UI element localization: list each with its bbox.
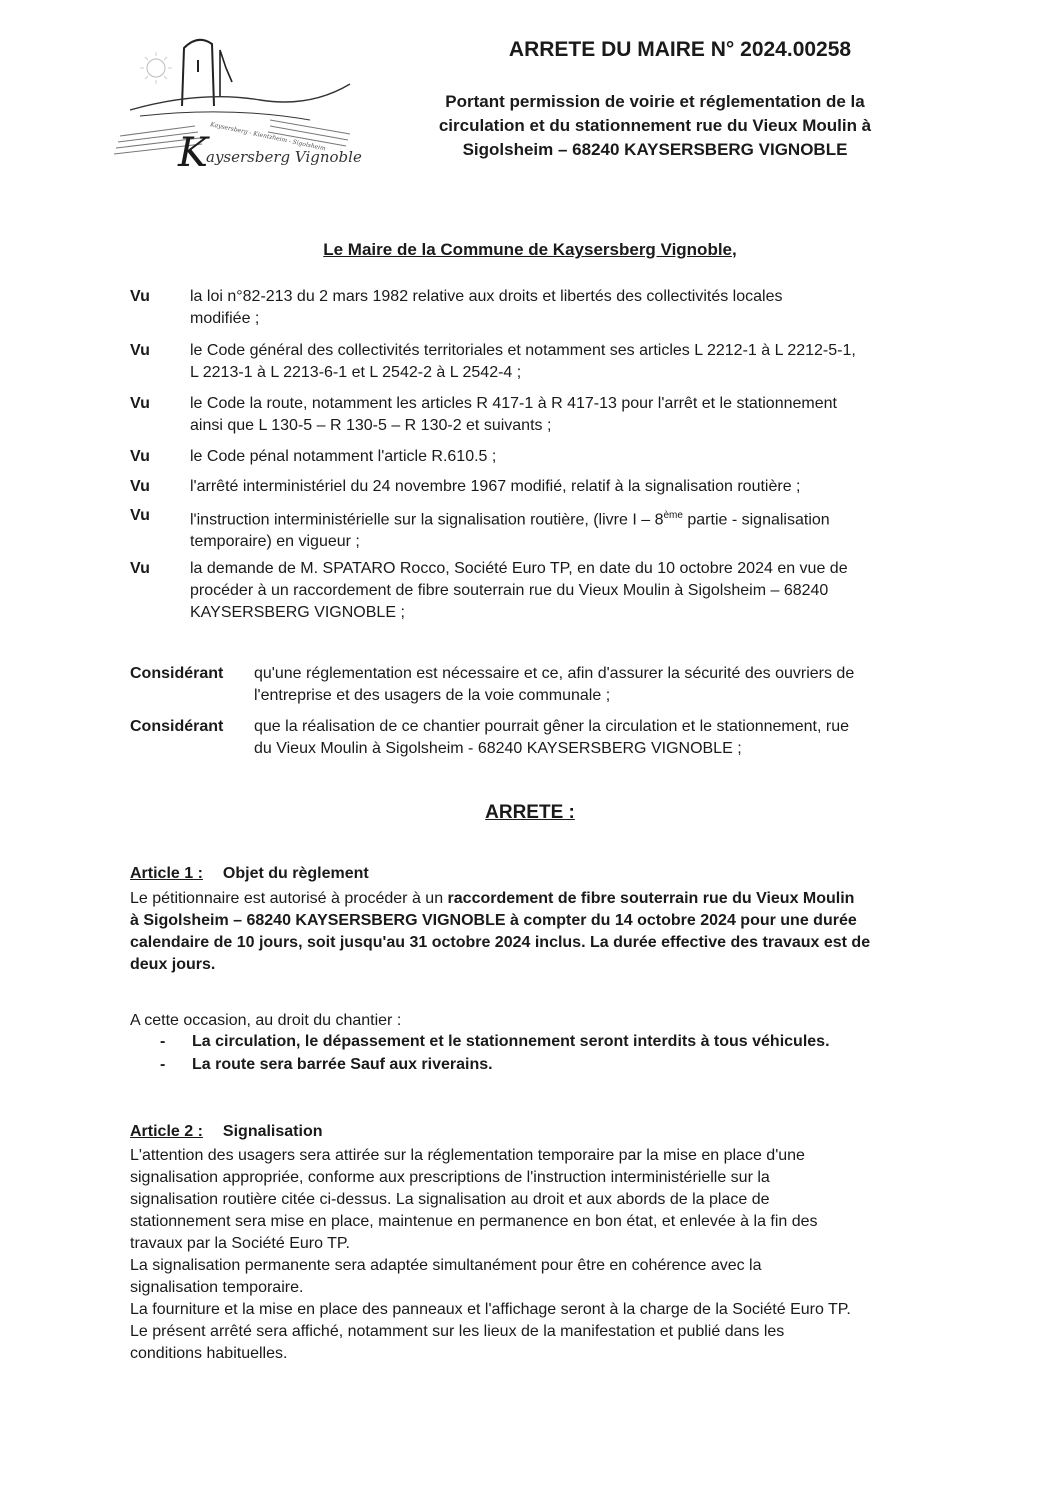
article-line: calendaire de 10 jours, soit jusqu'au 31 octobre 2024 inclus. La durée effective des travaux est de	[130, 934, 871, 951]
article-number: Article 1 :	[130, 865, 203, 882]
article-line: travaux par la Société Euro TP.	[130, 1235, 350, 1252]
considerant-line: qu'une réglementation est nécessaire et ce, afin d'assurer la sécurité des ouvriers de	[254, 665, 855, 682]
subtitle-line: Sigolsheim – 68240 KAYSERSBERG VIGNOBLE	[462, 140, 848, 159]
article-line: La fourniture et la mise en place des panneaux et l'affichage seront à la charge de la Société Euro TP.	[130, 1301, 851, 1318]
article-line: deux jours.	[130, 956, 216, 973]
vu-line: KAYSERSBERG VIGNOBLE ;	[190, 604, 405, 621]
considerant-text	[254, 663, 936, 707]
vu-text	[190, 286, 932, 330]
article-line: à Sigolsheim – 68240 KAYSERSBERG VIGNOBLE à compter du 14 octobre 2024 pour une durée	[130, 912, 857, 929]
logo-initial: K	[178, 130, 208, 176]
vu-superscript: ème	[663, 510, 683, 521]
vu-line: temporaire) en vigueur ;	[190, 533, 360, 551]
vu-line: modifiée ;	[190, 310, 260, 327]
article-line: La signalisation permanente sera adaptée simultanément pour être en cohérence avec la	[130, 1257, 762, 1274]
article-1-heading	[130, 865, 369, 883]
considerant-line: du Vieux Moulin à Sigolsheim - 68240 KAYSERSBERG VIGNOBLE ;	[254, 740, 742, 757]
article-line	[130, 888, 935, 910]
vu-line: ainsi que L 130-5 – R 130-5 – R 130-2 et suivants ;	[190, 417, 552, 434]
article-line: conditions habituelles.	[130, 1345, 288, 1362]
article-line: L'attention des usagers sera attirée sur la réglementation temporaire par la mise en place d'une	[130, 1147, 805, 1164]
vu-label: Vu	[130, 342, 150, 359]
article-number: Article 2 :	[130, 1123, 203, 1140]
decree-title: ARRETE DU MAIRE N° 2024.00258	[508, 38, 852, 61]
article-1-intro: A cette occasion, au droit du chantier :	[130, 1012, 402, 1029]
kaysersberg-vignoble-logo	[110, 28, 380, 178]
considerant-label: Considérant	[130, 665, 224, 682]
arrete-heading: ARRETE :	[485, 802, 575, 823]
vu-label: Vu	[130, 507, 150, 524]
vu-text	[190, 558, 932, 624]
vu-text	[190, 340, 932, 384]
considerant-line: l'entreprise et des usagers de la voie communale ;	[254, 687, 611, 704]
vu-text	[190, 505, 932, 553]
vu-line: la demande de M. SPATARO Rocco, Société Euro TP, en date du 10 octobre 2024 en vue de	[190, 560, 848, 577]
bullet-text: La route sera barrée Sauf aux riverains.	[192, 1056, 493, 1073]
vu-label: Vu	[130, 395, 150, 412]
article-line: Le présent arrêté sera affiché, notamment sur les lieux de la manifestation et publié dans les	[130, 1323, 785, 1340]
vu-line-part: partie - signalisation	[682, 511, 830, 529]
logo-name: aysersberg Vignoble	[206, 148, 362, 166]
vu-line: la loi n°82-213 du 2 mars 1982 relative aux droits et libertés des collectivités locales	[190, 288, 783, 305]
vu-label: Vu	[130, 448, 150, 465]
subtitle-line: Portant permission de voirie et réglementation de la	[445, 92, 865, 111]
maire-heading: Le Maire de la Commune de Kaysersberg Vignoble,	[323, 240, 737, 259]
considerant-label: Considérant	[130, 718, 224, 735]
article-title: Objet du règlement	[222, 865, 369, 882]
vu-line-part: l'instruction interministérielle sur la signalisation routière, (livre I – 8	[190, 511, 664, 529]
bullet-marker: -	[160, 1033, 166, 1050]
vu-label: Vu	[130, 478, 150, 495]
considerant-line: que la réalisation de ce chantier pourrait gêner la circulation et le stationnement, rue	[254, 718, 850, 735]
vu-label: Vu	[130, 560, 150, 577]
vu-text	[190, 476, 932, 498]
vu-label: Vu	[130, 288, 150, 305]
article-1-body	[130, 888, 935, 976]
considerant-text	[254, 716, 936, 760]
article-2-heading	[130, 1123, 323, 1141]
vu-line: l'arrêté interministériel du 24 novembre 1967 modifié, relatif à la signalisation routière ;	[190, 478, 801, 495]
vu-text	[190, 446, 932, 468]
subtitle-line: circulation et du stationnement rue du Vieux Moulin à	[438, 116, 872, 135]
article-2-body	[130, 1145, 935, 1365]
vu-text	[190, 393, 932, 437]
vu-line: le Code la route, notamment les articles R 417-1 à R 417-13 pour l'arrêt et le stationnement	[190, 395, 837, 412]
article-line-text: Le pétitionnaire est autorisé à procéder à un	[130, 890, 448, 907]
bullet-text: La circulation, le dépassement et le stationnement seront interdits à tous véhicules.	[192, 1033, 830, 1050]
decree-subtitle	[400, 90, 910, 162]
article-line: signalisation temporaire.	[130, 1279, 304, 1296]
vu-line: le Code pénal notamment l'article R.610.5 ;	[190, 448, 497, 465]
vu-line: le Code général des collectivités territoriales et notamment ses articles L 2212-1 à L 2212-5-1,	[190, 342, 856, 359]
bullet-marker: -	[160, 1056, 166, 1073]
article-line: signalisation routière citée ci-dessus. La signalisation au droit et aux abords de la place de	[130, 1191, 770, 1208]
vu-line: L 2213-1 à L 2213-6-1 et L 2542-2 à L 2542-4 ;	[190, 364, 522, 381]
vu-line	[190, 505, 932, 531]
article-1-bullet	[160, 1056, 493, 1074]
vu-line: procéder à un raccordement de fibre souterrain rue du Vieux Moulin à Sigolsheim – 68240	[190, 582, 829, 599]
article-1-bullet	[160, 1033, 830, 1051]
article-title: Signalisation	[222, 1123, 323, 1140]
article-line: stationnement sera mise en place, maintenue en permanence en bon état, et enlevée à la fin des	[130, 1213, 818, 1230]
article-line-bold: raccordement de fibre souterrain rue du Vieux Moulin	[447, 890, 855, 907]
article-line: signalisation appropriée, conforme aux prescriptions de l'instruction interministérielle sur la	[130, 1169, 770, 1186]
logo-tagline: Kaysersberg - Kientzheim - Sigolsheim	[209, 121, 327, 153]
